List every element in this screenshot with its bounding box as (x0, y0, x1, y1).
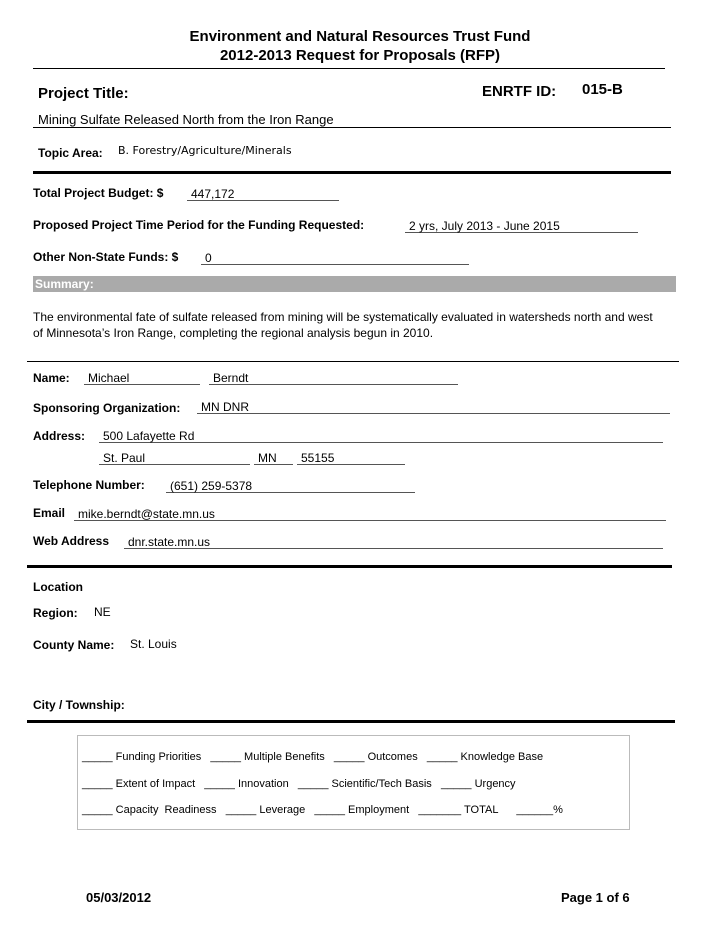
topic-divider (33, 171, 671, 174)
street-value: 500 Lafayette Rd (99, 429, 663, 443)
scoring-row-1: _____ Funding Priorities _____ Multiple Benefits _____ Outcomes _____ Knowledge Base (82, 751, 544, 763)
project-title-value: Mining Sulfate Released North from the Iron Range (38, 112, 334, 127)
first-name-value: Michael (84, 371, 200, 385)
project-title-label: Project Title: (38, 85, 129, 102)
footer-date: 05/03/2012 (86, 890, 152, 905)
header-line-1: Environment and Natural Resources Trust Fund (189, 28, 531, 45)
region-value: NE (94, 605, 111, 619)
web-address-value: dnr.state.mn.us (124, 535, 663, 549)
total-budget-label: Total Project Budget: $ (33, 186, 164, 200)
time-period-label: Proposed Project Time Period for the Funding Requested: (33, 218, 365, 232)
name-label: Name: (33, 371, 70, 385)
non-state-funds-value: 0 (201, 251, 469, 265)
sponsoring-org-label: Sponsoring Organization: (33, 401, 181, 415)
header-line-2: 2012-2013 Request for Proposals (RFP) (219, 47, 501, 64)
title-divider (33, 127, 671, 128)
telephone-label: Telephone Number: (33, 478, 145, 492)
topic-area-label: Topic Area: (38, 146, 103, 160)
footer-page-number: Page 1 of 6 (561, 890, 630, 905)
location-divider (27, 720, 675, 723)
non-state-funds-label: Other Non-State Funds: $ (33, 250, 179, 264)
location-heading: Location (33, 580, 83, 594)
topic-area-value: B. Forestry/Agriculture/Minerals (118, 144, 292, 157)
region-label: Region: (33, 606, 78, 620)
telephone-value: (651) 259-5378 (166, 479, 415, 493)
header-divider (33, 68, 665, 69)
county-label: County Name: (33, 638, 115, 652)
county-value: St. Louis (130, 637, 177, 651)
state-value: MN (254, 451, 293, 465)
enrtf-id-label: ENRTF ID: (482, 83, 557, 100)
email-label: Email (33, 506, 66, 520)
city-township-label: City / Township: (33, 698, 125, 712)
web-address-label: Web Address (33, 534, 110, 548)
summary-divider (27, 361, 679, 362)
summary-heading: Summary: (33, 276, 676, 292)
scoring-box (77, 735, 630, 830)
zip-value: 55155 (297, 451, 405, 465)
scoring-row-2: _____ Extent of Impact _____ Innovation _____ Scientific/Tech Basis _____ Urgency (82, 778, 516, 790)
summary-text: The environmental fate of sulfate released from mining will be systematically evaluated in watersheds north and west of Minnesota’s Iron Range, completing the regional analysis begun in 2010. (33, 310, 653, 340)
contact-divider (27, 565, 672, 568)
last-name-value: Berndt (209, 371, 458, 385)
address-label: Address: (33, 429, 86, 443)
time-period-value: 2 yrs, July 2013 - June 2015 (405, 219, 638, 233)
city-value: St. Paul (99, 451, 250, 465)
total-budget-value: 447,172 (187, 187, 339, 201)
enrtf-id-value: 015-B (582, 81, 623, 98)
scoring-row-3: _____ Capacity Readiness _____ Leverage _____ Employment _______ TOTAL ______% (82, 804, 563, 816)
sponsoring-org-value: MN DNR (197, 400, 670, 414)
email-value: mike.berndt@state.mn.us (74, 507, 666, 521)
